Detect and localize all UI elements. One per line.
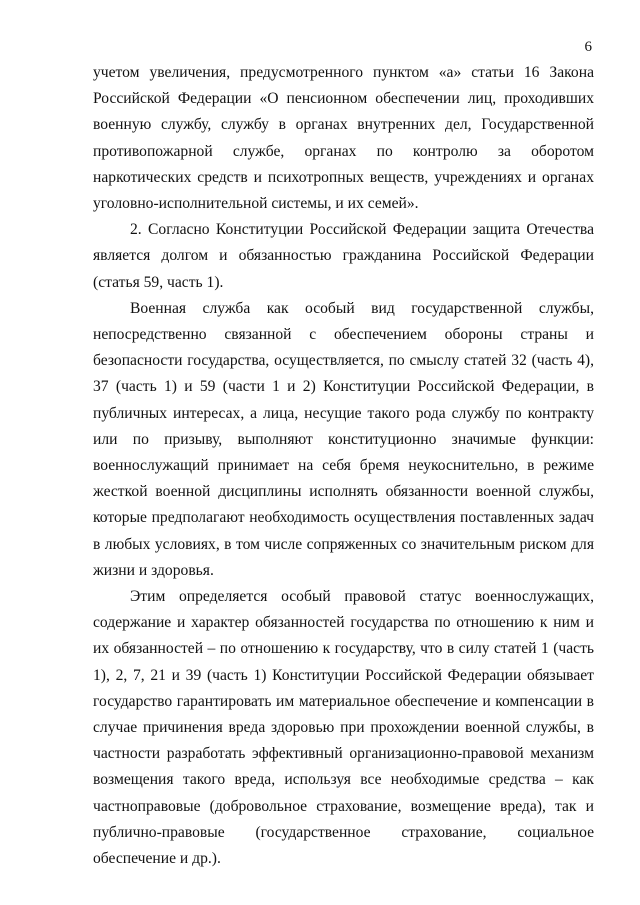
paragraph-military-service: Военная служба как особый вид государственной службы, непосредственно связанной с обеспечением обороны страны и безопасности государства, осуществляется, по смыслу статей 32 (часть 4), 37 (часть 1) и 59 (части 1 и 2) Конституции Российской Федерации, в публичных интересах, а лица, несущие такого рода службу по контракту или по призыву, выполняют конституционно значимые функции: военнослужащий принимает на себя бремя неукоснительно, в режиме жесткой военной дисциплины исполнять обязанности военной службы, которые предполагают необходимость осуществления поставленных задач в любых условиях, в том числе сопряженных со значительным риском для жизни и здоровья. — [93, 299, 594, 579]
paragraph-continuation: учетом увеличения, предусмотренного пунктом «а» статьи 16 Закона Российской Федерации «О пенсионном обеспечении лиц, проходивших военную службу, службу в органах внутренних дел, Государственной противопожарной службе, органах по контролю за оборотом наркотических средств и психотропных веществ, учреждениях и органах уголовно-исполнительной системы, и их семей». — [93, 64, 594, 213]
paragraph-defense-duty: 2. Согласно Конституции Российской Федерации защита Отечества является долгом и обязанностью гражданина Российской Федерации (статья 59, часть 1). — [93, 221, 594, 291]
paragraph-legal-status: Этим определяется особый правовой статус военнослужащих, содержание и характер обязанностей государства по отношению к ним и их обязанностей – по отношению к государству, что в силу статей 1 (часть 1), 2, 7, 21 и 39 (часть 1) Конституции Российской Федерации обязывает государство гарантировать им материальное обеспечение и компенсации в случае причинения вреда здоровью при прохождении военной службы, в частности разработать эффективный организационно-правовой механизм возмещения такого вреда, используя все необходимые средства – как частноправовые (добровольное страхование, возмещение вреда), так и публично-правовые (государственное страхование, социальное обеспечение и др.). — [93, 588, 594, 868]
document-body — [93, 60, 594, 872]
page-number: 6 — [584, 39, 592, 55]
